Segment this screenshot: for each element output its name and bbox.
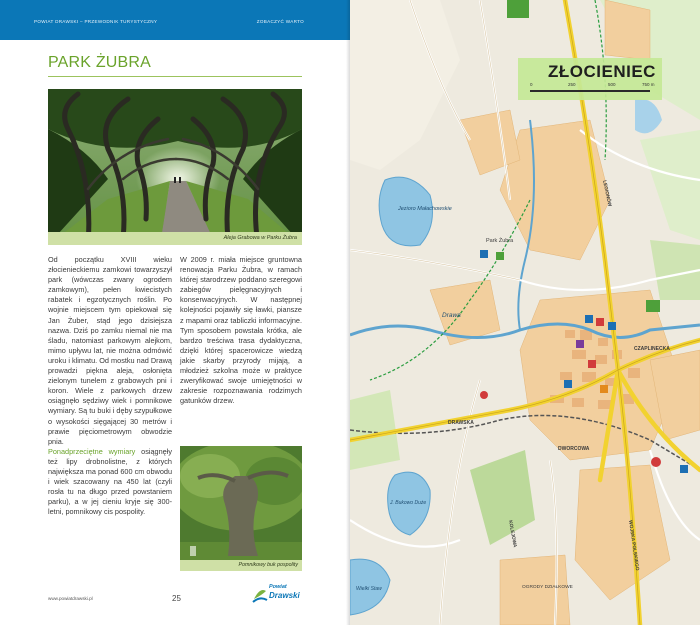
logo-line1: Powiat: [269, 584, 287, 590]
photo2-caption: Pomnikowy buk pospolity: [180, 560, 302, 571]
map-label-lake: J. Bukowo Duże: [390, 500, 427, 506]
map-scale-bar: [530, 90, 650, 92]
section-title: PARK ŻUBRA: [48, 54, 152, 71]
map-label-street: DWORCOWA: [558, 446, 590, 452]
text-column-left: [48, 255, 172, 517]
scale-label: 750 m: [642, 82, 655, 87]
map-label-street: LEGIONÓW: [601, 180, 612, 208]
powiat-drawski-logo: [252, 583, 304, 607]
text-column-right: [180, 255, 302, 406]
map-city-name: ZŁOCIENIEC: [548, 62, 656, 81]
map-label-area: OGRODY DZIAŁKOWE: [522, 585, 573, 590]
map-label-lake: Wielki Staw: [356, 586, 382, 592]
map-label-street: WOJSKA POLSKIEGO: [627, 520, 640, 571]
map-label-street: DRAWSKA: [448, 420, 474, 426]
map-label-lake: Jezioro Małachowskie: [398, 206, 452, 212]
paragraph: Od początku XVIII wieku złocienieckiemu zamkowi towarzyszył park (wówczas zwany ogrodem zamkowym), pełen kwiecistych rabatek i egzotycznych roślin. Po wojnie miejscem tym opiekował się Jan Żuber, stąd jego dzisiejsza nazwa. Dziś po zamku niemal nie ma śladu, natomiast parkowym alejkom, mimo upływu lat, nie można odmówić uroku i klimatu. Od mostku nad Drawą prowadzi piękna aleja, osłonięta zielonym tunelem z grabowych pni i koron. Wiele z parkowych drzew osiągnęło sędziwy wiek i pomnikowe wymiary. Są tu buki i dęby szypułkowe o wysokości sięgającej 30 metrów i prawie pięciometrowym obwodzie pnia.: [48, 255, 172, 446]
page-header-bar: [0, 0, 350, 40]
page-number: 25: [172, 594, 181, 603]
scale-label: 500: [608, 82, 616, 87]
logo-line2: Drawski: [269, 591, 300, 600]
map-title-box: [518, 58, 662, 100]
highlight-text: Ponadprzeciętne wymiary: [48, 446, 136, 456]
paragraph: W 2009 r. miała miejsce gruntowna renowacja Parku Żubra, w ramach której starodrzew poddano szeregowi zabiegów pielęgnacyjnych i konserwacyjnych. W następnej kolejności pojawiły się ławki, piansze z mapami oraz tabliczki informacyjne. Tym sposobem powstała krótka, ale bardzo treściwa trasa dydaktyczna, dzięki której spacerowicze wiedzą jakie skarby przyrody mijają, a młodzież szkolna może w praktyce zweryfikować swoje umiejętności w zakresie rozpoznawania rodzimych gatunków drzew.: [180, 255, 302, 406]
header-right-text: ZOBACZYĆ WARTO: [256, 19, 304, 24]
paragraph-rest: osiągnęły też lipy drobnolistne, z których największa ma ponad 600 cm obwodu i wiek szacowany na 450 lat (czyli rosła tu na długo przed powstaniem parku), a w jej cieniu kryje się 300-letni, pomnikowy cis pospolity.: [48, 446, 172, 517]
title-divider: [48, 76, 302, 77]
scale-label: 0: [530, 82, 533, 87]
map-label-street: CZAPLINECKA: [634, 346, 670, 352]
header-left-text: POWIAT DRAWSKI – PRZEWODNIK TURYSTYCZNY: [34, 19, 158, 24]
photo1-caption: Aleja Grabowa w Parku Żubra: [48, 232, 302, 245]
map-label-street: KOLEJOWA: [507, 520, 517, 548]
map-label-river: Drawa: [442, 312, 461, 319]
scale-label: 250: [568, 82, 576, 87]
paragraph: [48, 447, 172, 518]
right-page-map: [350, 0, 700, 625]
map-label-park: Park Żubra: [486, 238, 514, 244]
photo-hornbeam-alley: [48, 89, 302, 245]
photo-beech-tree: [180, 446, 302, 562]
footer-url: www.powiatdrawski.pl: [48, 596, 93, 601]
